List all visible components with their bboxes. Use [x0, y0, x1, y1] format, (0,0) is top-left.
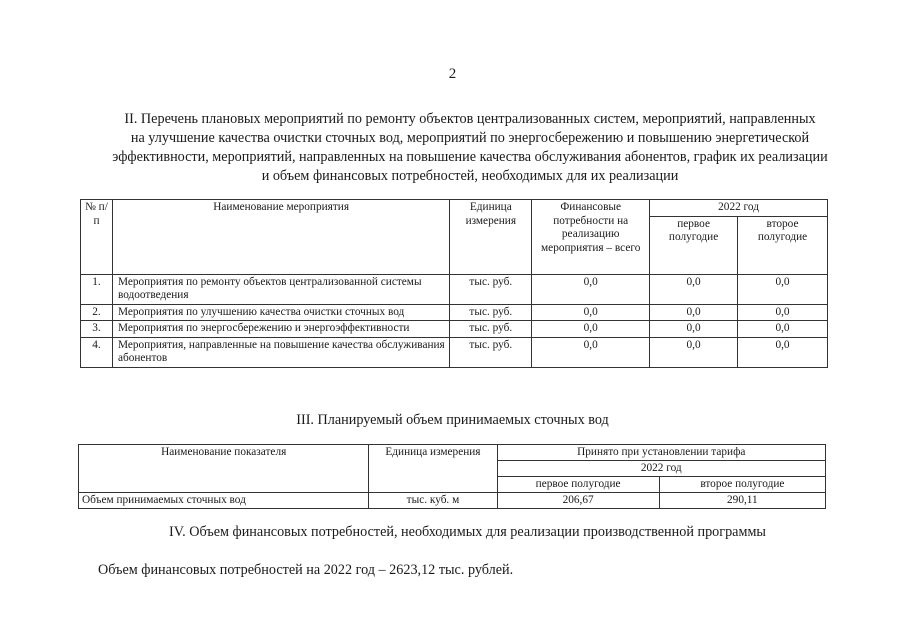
row-name: Мероприятия по улучшению качества очистки сточных вод	[112, 304, 449, 321]
row-first-half: 0,0	[650, 321, 738, 338]
section-2-title-line: и объем финансовых потребностей, необходимых для их реализации	[261, 168, 679, 184]
header-year: 2022 год	[497, 461, 825, 477]
row-name: Объем принимаемых сточных вод	[79, 493, 369, 509]
header-accepted-tariff: Принято при установлении тарифа	[497, 445, 825, 461]
header-total-financing: Финансовые потребности на реализацию мероприятия – всего	[532, 200, 650, 275]
row-num: 3.	[81, 321, 113, 338]
row-name: Мероприятия по ремонту объектов централизованной системы водоотведения	[112, 274, 449, 304]
row-unit: тыс. руб.	[450, 304, 532, 321]
row-second-half: 0,0	[738, 337, 828, 367]
header-year: 2022 год	[650, 200, 828, 217]
row-second-half: 0,0	[738, 304, 828, 321]
row-unit: тыс. руб.	[450, 321, 532, 338]
header-unit: Единица измерения	[450, 200, 532, 275]
header-second-half: второе полугодие	[738, 216, 828, 274]
header-indicator-name: Наименование показателя	[79, 445, 369, 493]
table-row	[81, 337, 828, 367]
header-second-half: второе полугодие	[659, 477, 825, 493]
section-2-title-line: II. Перечень плановых мероприятий по ремонту объектов централизованных систем, мероприятий, направленных	[124, 111, 816, 127]
header-first-half: первое полугодие	[650, 216, 738, 274]
section-2-title-line: эффективности, мероприятий, направленных на повышение качества обслуживания абонентов, график их реализации	[112, 149, 828, 165]
row-total: 0,0	[532, 321, 650, 338]
row-unit: тыс. руб.	[450, 337, 532, 367]
row-second-half: 290,11	[659, 493, 825, 509]
row-first-half: 206,67	[497, 493, 659, 509]
row-unit: тыс. руб.	[450, 274, 532, 304]
row-first-half: 0,0	[650, 337, 738, 367]
row-total: 0,0	[532, 304, 650, 321]
section-4-title: IV. Объем финансовых потребностей, необходимых для реализации производственной программы	[169, 524, 766, 540]
header-activity-name: Наименование мероприятия	[112, 200, 449, 275]
table-row	[79, 493, 826, 509]
financial-summary: Объем финансовых потребностей на 2022 год – 2623,12 тыс. рублей.	[98, 562, 514, 578]
row-num: 1.	[81, 274, 113, 304]
header-num: № п/п	[81, 200, 113, 275]
table-row	[81, 274, 828, 304]
section-3-title: III. Планируемый объем принимаемых сточных вод	[296, 412, 609, 428]
row-total: 0,0	[532, 274, 650, 304]
row-second-half: 0,0	[738, 321, 828, 338]
section-2-title	[60, 110, 880, 186]
header-unit: Единица измерения	[369, 445, 497, 493]
row-name: Мероприятия, направленные на повышение качества обслуживания абонентов	[112, 337, 449, 367]
row-total: 0,0	[532, 337, 650, 367]
activities-table	[80, 199, 828, 368]
wastewater-volume-table	[78, 444, 826, 509]
row-second-half: 0,0	[738, 274, 828, 304]
row-num: 4.	[81, 337, 113, 367]
row-first-half: 0,0	[650, 274, 738, 304]
page-number: 2	[448, 66, 457, 82]
row-name: Мероприятия по энергосбережению и энергоэффективности	[112, 321, 449, 338]
section-2-title-line: на улучшение качества очистки сточных вод, мероприятий по энергосбережению и повышению энергетической	[130, 130, 810, 146]
row-num: 2.	[81, 304, 113, 321]
table-row	[81, 321, 828, 338]
row-first-half: 0,0	[650, 304, 738, 321]
header-first-half: первое полугодие	[497, 477, 659, 493]
table-row	[81, 304, 828, 321]
row-unit: тыс. куб. м	[369, 493, 497, 509]
